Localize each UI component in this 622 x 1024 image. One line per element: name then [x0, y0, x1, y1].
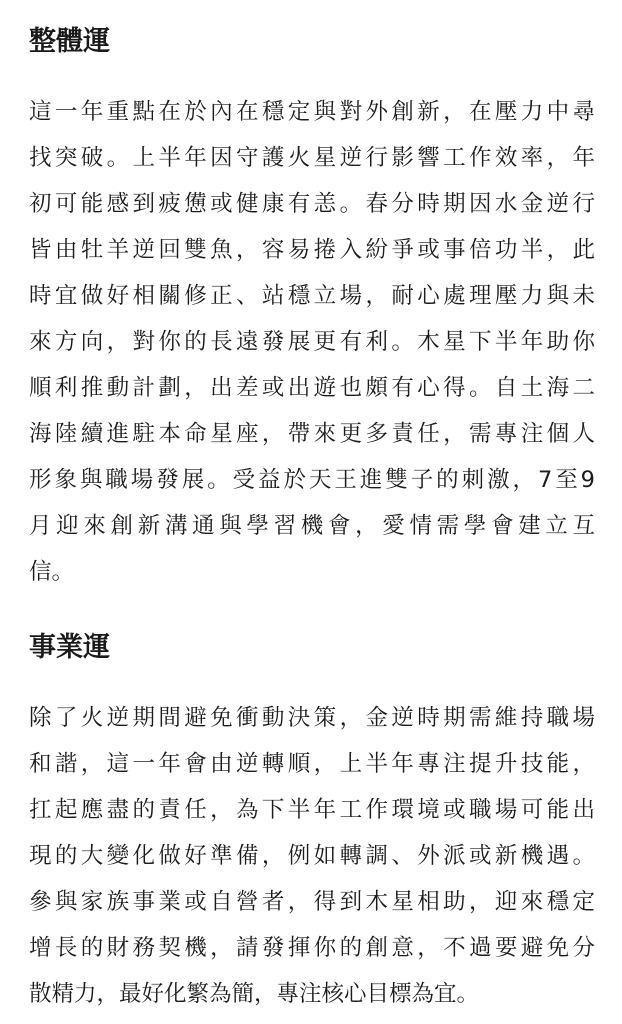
section-title-career: 事業運	[29, 632, 110, 663]
paragraph-line: 除了火逆期間避免衝動決策，金逆時期需維持職場	[29, 705, 595, 731]
paragraph-line: 形象與職場發展。受益於天王進雙子的刺激，7至9	[29, 467, 595, 493]
paragraph-line: 皆由牡羊逆回雙魚，容易捲入紛爭或事倍功半，此	[29, 237, 595, 263]
paragraph-line: 現的大變化做好準備，例如轉調、外派或新機遇。	[29, 843, 595, 869]
paragraph-line: 這一年重點在於內在穩定與對外創新，在壓力中尋	[29, 99, 595, 125]
paragraph-line: 時宜做好相關修正、站穩立場，耐心處理壓力與未	[29, 283, 595, 309]
paragraph-line: 月迎來創新溝通與學習機會，愛情需學會建立互	[29, 513, 595, 539]
paragraph-line: 找突破。上半年因守護火星逆行影響工作效率，年	[29, 145, 595, 171]
paragraph-line: 初可能感到疲憊或健康有恙。春分時期因水金逆行	[29, 191, 595, 217]
paragraph-line: 順利推動計劃，出差或出遊也頗有心得。自土海二	[29, 375, 595, 401]
paragraph-line: 增長的財務契機，請發揮你的創意，不過要避免分	[29, 935, 595, 961]
paragraph-line: 信。	[29, 559, 75, 585]
section-body-overall	[29, 89, 595, 595]
section-body-career	[29, 695, 595, 1017]
paragraph-line: 海陸續進駐本命星座，帶來更多責任，需專注個人	[29, 421, 595, 447]
paragraph-line: 來方向，對你的長遠發展更有利。木星下半年助你	[29, 329, 595, 355]
paragraph-line: 和諧，這一年會由逆轉順，上半年專注提升技能，	[29, 751, 595, 777]
paragraph-line: 參與家族事業或自營者，得到木星相助，迎來穩定	[29, 889, 595, 915]
section-title-overall: 整體運	[29, 26, 110, 57]
paragraph-line: 散精力，最好化繁為簡，專注核心目標為宜。	[29, 981, 480, 1007]
paragraph-line: 扛起應盡的責任，為下半年工作環境或職場可能出	[29, 797, 595, 823]
